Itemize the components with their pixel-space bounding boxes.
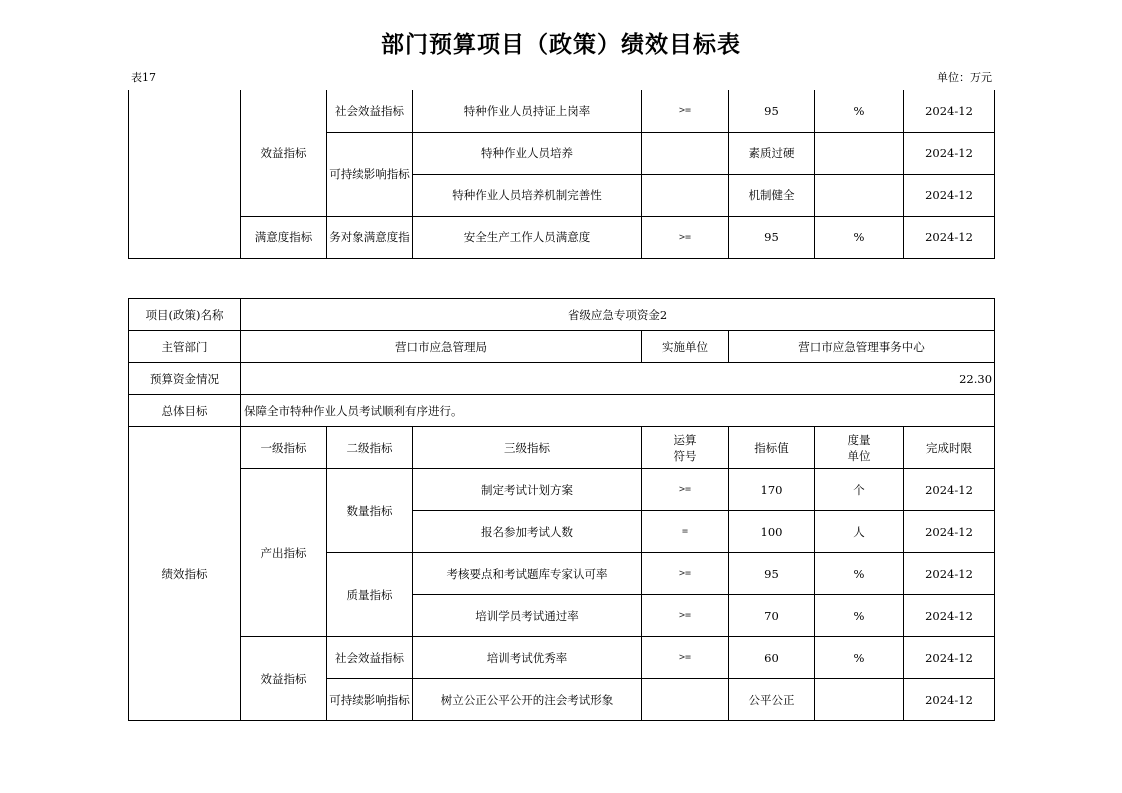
budget-value: 22.30 [241,363,995,395]
level3-cell: 培训学员考试通过率 [413,595,642,637]
operator-cell: >= [642,216,729,258]
level1-benefit: 效益指标 [241,90,327,216]
unit-cell: % [815,637,904,679]
level3-cell: 树立公正公平公开的注会考试形象 [413,679,642,721]
header-operator-line1: 运算 [673,432,697,447]
operator-cell: >= [642,90,729,132]
value-cell: 95 [729,90,815,132]
operator-cell: = [642,511,729,553]
deadline-cell: 2024-12 [904,637,995,679]
level3-cell: 考核要点和考试题库专家认可率 [413,553,642,595]
deadline-cell: 2024-12 [904,132,995,174]
deadline-cell: 2024-12 [904,216,995,258]
level1-output: 产出指标 [241,469,327,637]
project-name-label: 项目(政策)名称 [129,299,241,331]
project-performance-table [128,298,995,721]
continued-performance-table [128,90,995,259]
unit-cell: % [815,553,904,595]
value-cell: 机制健全 [729,174,815,216]
goal-value: 保障全市特种作业人员考试顺利有序进行。 [241,395,995,427]
unit-cell [815,132,904,174]
header-level1: 一级指标 [241,427,327,469]
level2-cell: 社会效益指标 [327,637,413,679]
table-row [129,299,995,331]
level3-cell: 培训考试优秀率 [413,637,642,679]
header-level3: 三级指标 [413,427,642,469]
table-row [129,216,995,258]
operator-cell: >= [642,469,729,511]
table-header-row [129,427,995,469]
value-cell: 100 [729,511,815,553]
project-name-value: 省级应急专项资金2 [241,299,995,331]
table-row [129,395,995,427]
budget-label: 预算资金情况 [129,363,241,395]
operator-cell [642,679,729,721]
header-operator-line2: 符号 [673,448,697,463]
table-row [129,637,995,679]
implementer-value: 营口市应急管理事务中心 [729,331,995,363]
operator-cell [642,174,729,216]
unit-cell: % [815,216,904,258]
level2-cell: 可持续影响指标 [327,679,413,721]
value-cell: 公平公正 [729,679,815,721]
header-level2: 二级指标 [327,427,413,469]
deadline-cell: 2024-12 [904,511,995,553]
deadline-cell: 2024-12 [904,174,995,216]
level1-benefit: 效益指标 [241,637,327,721]
operator-cell [642,132,729,174]
level3-cell: 特种作业人员持证上岗率 [413,90,642,132]
unit-cell: % [815,90,904,132]
header-unit [815,427,904,469]
deadline-cell: 2024-12 [904,90,995,132]
level3-cell: 特种作业人员培养 [413,132,642,174]
implementer-label: 实施单位 [642,331,729,363]
table-number: 表17 [131,71,156,84]
unit-label: 单位：万元 [937,71,992,84]
deadline-cell: 2024-12 [904,553,995,595]
header-deadline: 完成时限 [904,427,995,469]
operator-cell: >= [642,553,729,595]
deadline-cell: 2024-12 [904,469,995,511]
level3-cell: 制定考试计划方案 [413,469,642,511]
level2-quantity: 数量指标 [327,469,413,553]
header-unit-line2: 单位 [847,448,871,463]
operator-cell: >= [642,637,729,679]
level2-cell: 社会效益指标 [327,90,413,132]
unit-cell: % [815,595,904,637]
level3-cell: 安全生产工作人员满意度 [413,216,642,258]
level3-cell: 报名参加考试人数 [413,511,642,553]
unit-cell [815,679,904,721]
header-operator [642,427,729,469]
level3-cell: 特种作业人员培养机制完善性 [413,174,642,216]
level2-cell: 务对象满意度指 [327,216,413,258]
level1-satisfaction: 满意度指标 [241,216,327,258]
header-unit-line1: 度量 [847,432,871,447]
blank-cell [129,90,241,258]
department-value: 营口市应急管理局 [241,331,642,363]
goal-label: 总体目标 [129,395,241,427]
page-title: 部门预算项目（政策）绩效目标表 [381,32,741,58]
deadline-cell: 2024-12 [904,679,995,721]
table-row [129,363,995,395]
level2-cell: 可持续影响指标 [327,132,413,216]
value-cell: 素质过硬 [729,132,815,174]
unit-cell [815,174,904,216]
value-cell: 95 [729,216,815,258]
operator-cell: >= [642,595,729,637]
deadline-cell: 2024-12 [904,595,995,637]
unit-cell: 人 [815,511,904,553]
table-row [129,331,995,363]
level2-quality: 质量指标 [327,553,413,637]
value-cell: 70 [729,595,815,637]
performance-label: 绩效指标 [129,427,241,721]
department-label: 主管部门 [129,331,241,363]
header-value: 指标值 [729,427,815,469]
value-cell: 60 [729,637,815,679]
table-row [129,90,995,132]
unit-cell: 个 [815,469,904,511]
value-cell: 95 [729,553,815,595]
value-cell: 170 [729,469,815,511]
table-row [129,469,995,511]
